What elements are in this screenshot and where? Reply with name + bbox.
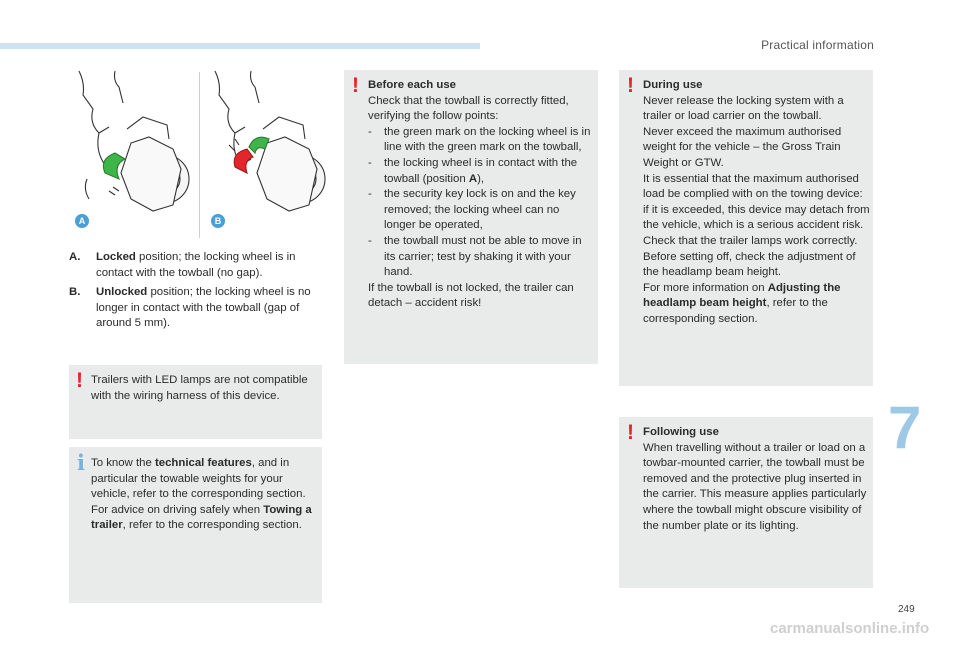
position-legend bbox=[69, 250, 319, 336]
page-number: 249 bbox=[898, 604, 915, 615]
illustration-unlocked bbox=[205, 69, 329, 241]
list-item: - the security key lock is on and the key removed; the locking wheel can no longer be operated, bbox=[368, 187, 594, 234]
following-use-text: When travelling without a trailer or load on a towbar-mounted carrier, the towball must be removed and the protective plug inserted in the carrier. This measure applies particularly where the towball might obscure visibility of the number plate or its lighting. bbox=[643, 441, 867, 532]
illustration-divider bbox=[199, 72, 200, 238]
during-use-p6: For more information on Adjusting the headlamp beam height, refer to the corresponding section. bbox=[643, 281, 841, 325]
during-use-p4: Check that the trailer lamps work correctly. bbox=[643, 234, 858, 247]
during-use-p2: Never exceed the maximum authorised weight for the vehicle – the Gross Train Weight or GTW. bbox=[643, 125, 842, 169]
section-title: Practical information bbox=[761, 38, 874, 52]
warning-box-during-use bbox=[619, 70, 873, 386]
during-use-p3: It is essential that the maximum authorised load be complied with on the towing device: if it is exceeded, this device may detach from the vehicle, which is a serious accident risk. bbox=[643, 172, 870, 232]
warning-icon: ! bbox=[76, 369, 83, 392]
legend-item-b: B. Unlocked position; the locking wheel is no longer in contact with the towball (gap of around 5 mm). bbox=[69, 286, 311, 330]
list-item: - the green mark on the locking wheel is in line with the green mark on the towball, bbox=[368, 125, 594, 156]
info-icon: i bbox=[77, 450, 85, 475]
legend-item-a: A. Locked position; the locking wheel is in contact with the towball (no gap). bbox=[69, 251, 296, 279]
during-use-p1: Never release the locking system with a trailer or load carrier on the towball. bbox=[643, 94, 844, 123]
warning-led-text: Trailers with LED lamps are not compatible with the wiring harness of this device. bbox=[91, 374, 308, 402]
label-b-badge: B bbox=[211, 214, 225, 228]
during-use-p5: Before setting off, check the adjustment of the headlamp beam height. bbox=[643, 250, 856, 279]
label-a-badge: A bbox=[75, 214, 89, 228]
info-paragraph-1: To know the technical features, and in particular the towable weights for your vehicle, refer to the corresponding section. bbox=[91, 457, 306, 501]
warning-icon: ! bbox=[627, 421, 634, 444]
info-box-technical bbox=[69, 447, 322, 603]
during-use-title: During use bbox=[643, 79, 703, 91]
warning-icon: ! bbox=[627, 74, 634, 97]
towball-unlocked-drawing bbox=[205, 69, 329, 241]
warning-box-led bbox=[69, 365, 322, 439]
list-item: - the towball must not be able to move in its carrier; test by shaking it with your hand. bbox=[368, 234, 594, 281]
following-use-title: Following use bbox=[643, 426, 719, 438]
before-use-outro: If the towball is not locked, the trailer can detach – accident risk! bbox=[368, 281, 574, 310]
before-use-checklist bbox=[368, 125, 594, 281]
illustration-locked bbox=[69, 69, 193, 241]
before-use-intro: Check that the towball is correctly fitted, verifying the follow points: bbox=[368, 94, 569, 123]
list-item: - the locking wheel is in contact with the towball (position A), bbox=[368, 156, 594, 187]
towball-locked-drawing bbox=[69, 69, 193, 241]
before-use-title: Before each use bbox=[368, 79, 456, 91]
warning-icon: ! bbox=[352, 74, 359, 97]
header-accent-bar bbox=[0, 43, 480, 49]
info-paragraph-2: For advice on driving safely when Towing a trailer, refer to the corresponding section. bbox=[91, 503, 312, 532]
watermark: carmanualsonline.info bbox=[770, 620, 930, 637]
warning-box-following-use bbox=[619, 417, 873, 588]
warning-box-before-use bbox=[344, 70, 598, 364]
chapter-number: 7 bbox=[888, 394, 922, 461]
